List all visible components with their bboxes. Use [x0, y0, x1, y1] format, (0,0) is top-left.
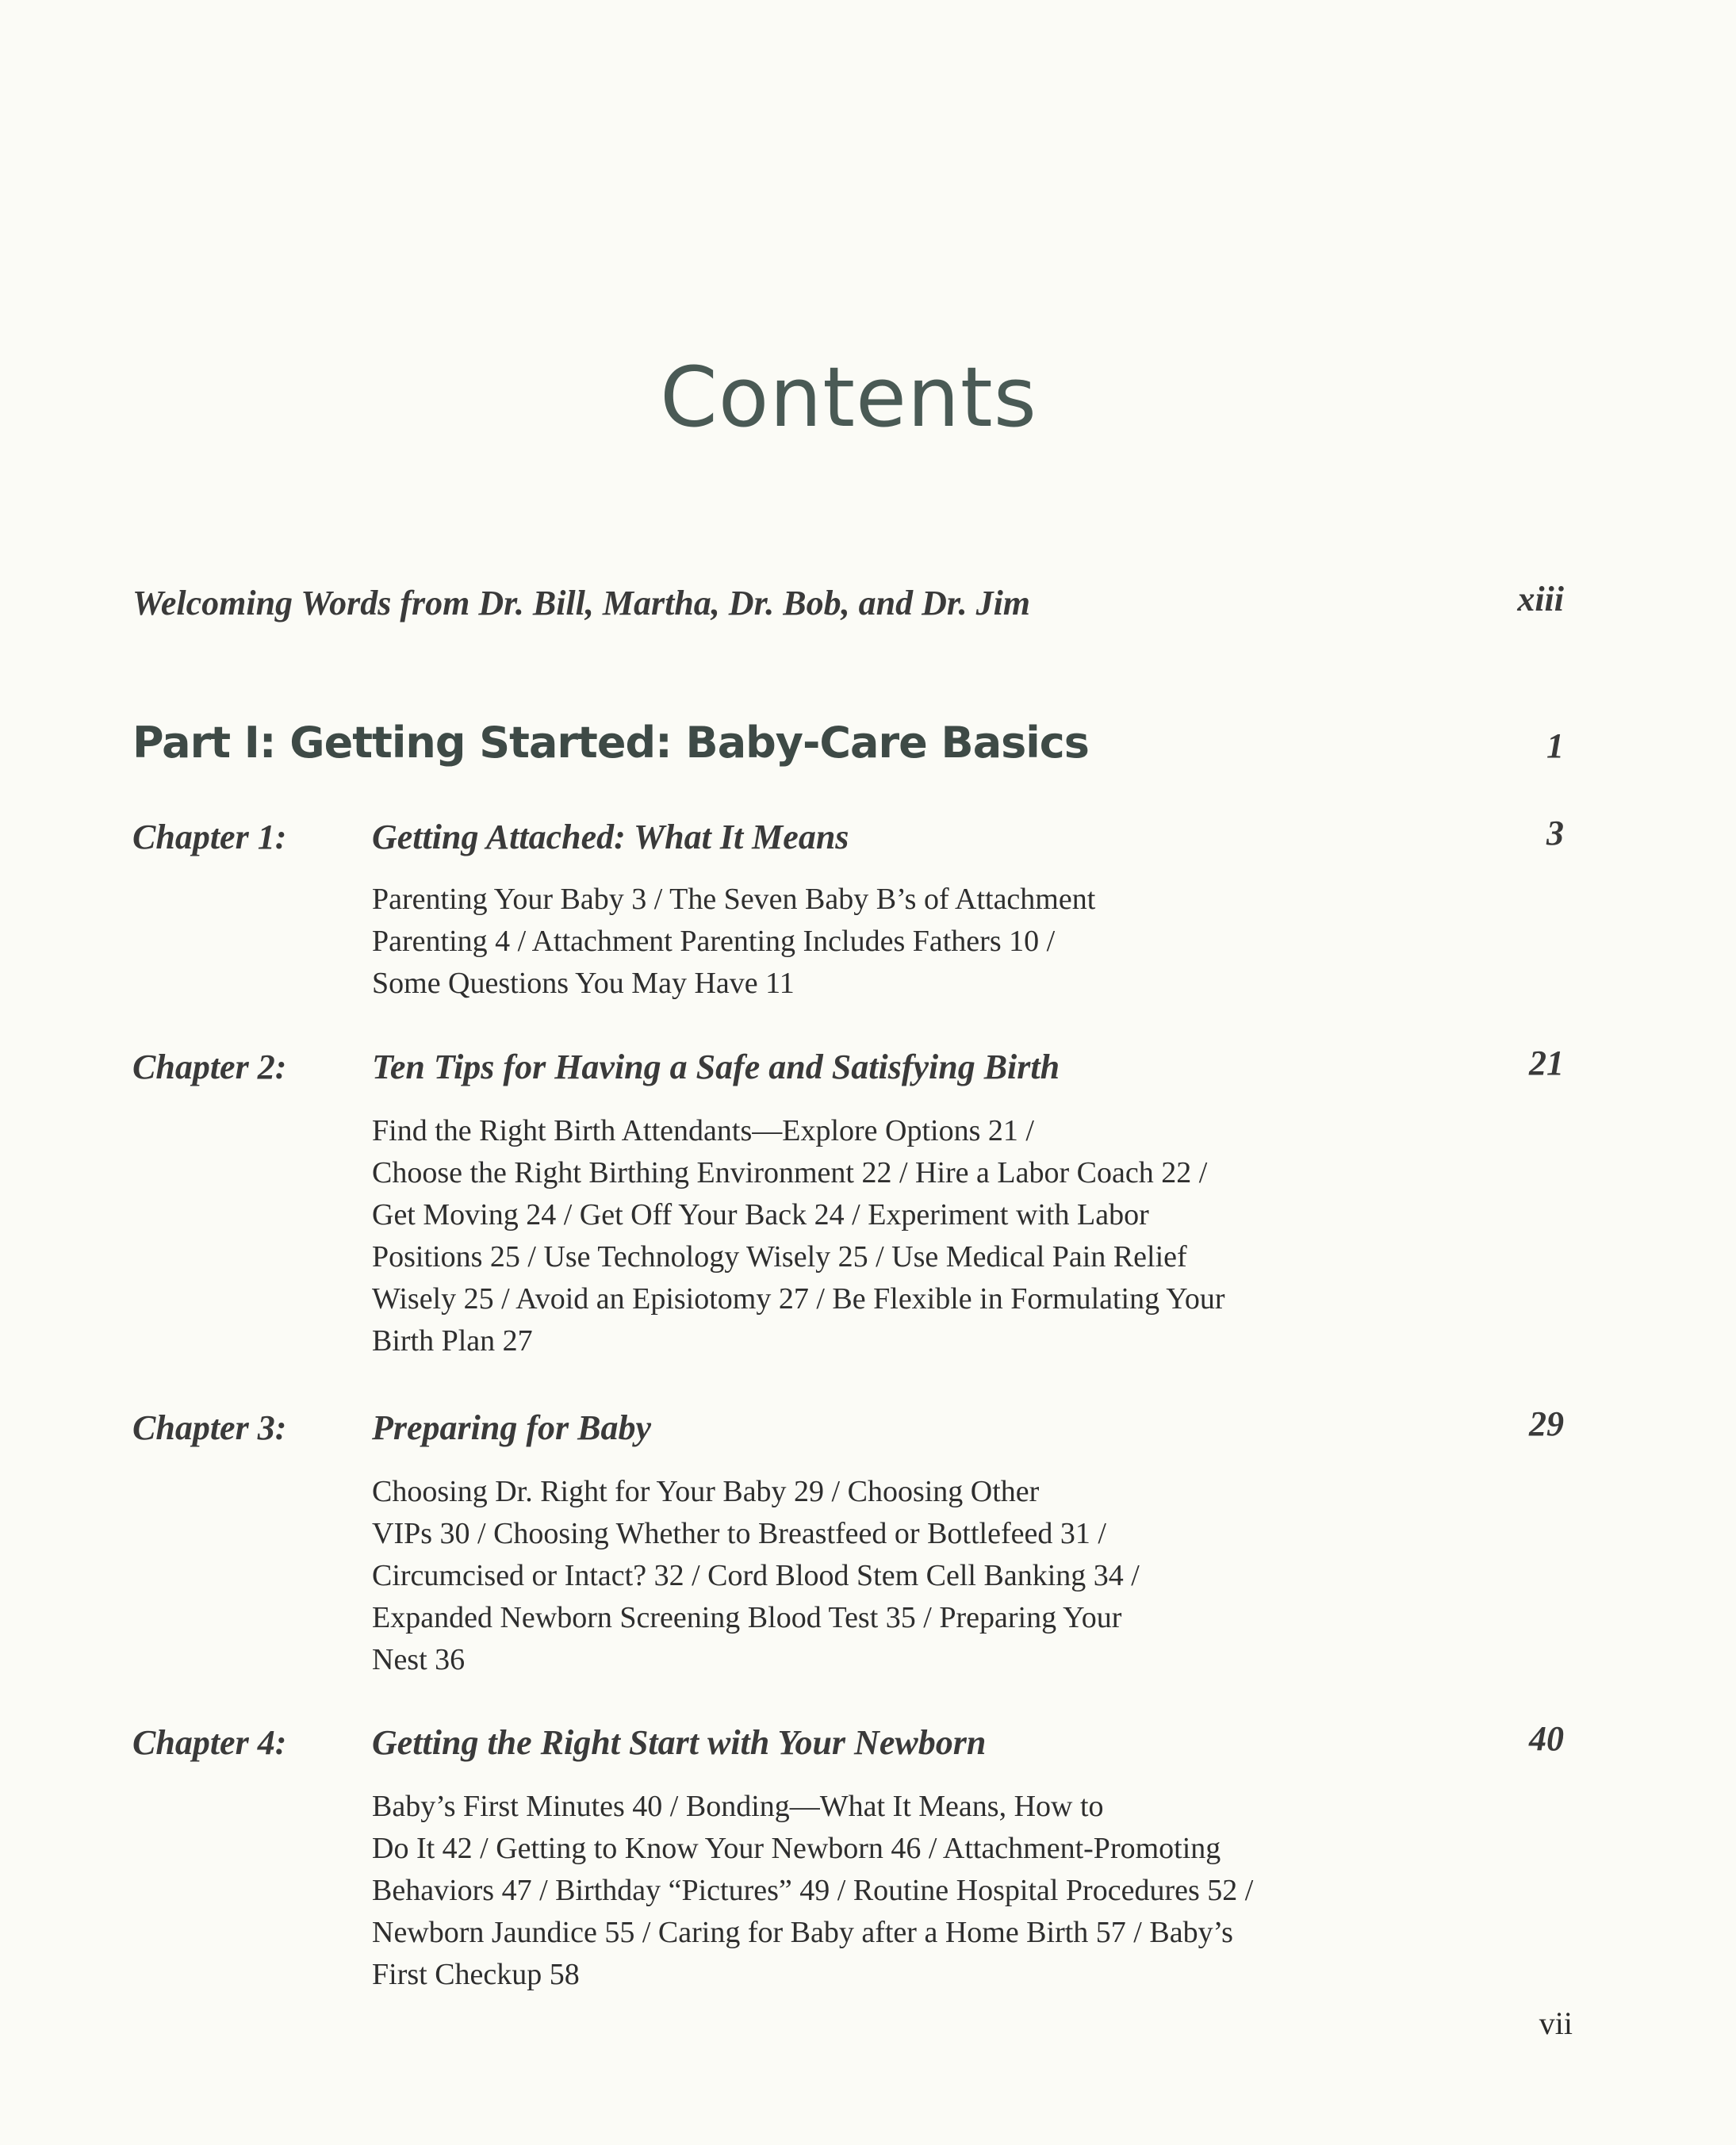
- section-line: Find the Right Birth Attendants—Explore Options 21 /: [372, 1114, 1034, 1147]
- section-line: Some Questions You May Have 11: [372, 967, 795, 1000]
- welcome-page: xiii: [1517, 580, 1564, 619]
- chapter-page: 40: [1529, 1719, 1564, 1758]
- section-line: Parenting Your Baby 3 / The Seven Baby B’s of Attachment: [372, 883, 1096, 916]
- chapter-title: Preparing for Baby: [372, 1408, 651, 1447]
- chapter-sections: [372, 1786, 1253, 1996]
- part-heading: Part I: Getting Started: Baby-Care Basics: [132, 718, 1089, 768]
- section-line: Wisely 25 / Avoid an Episiotomy 27 / Be Flexible in Formulating Your: [372, 1282, 1225, 1316]
- part-page: 1: [1546, 726, 1564, 765]
- chapter-page: 3: [1546, 814, 1564, 852]
- section-line: Get Moving 24 / Get Off Your Back 24 / Experiment with Labor: [372, 1198, 1149, 1231]
- section-line: Circumcised or Intact? 32 / Cord Blood Stem Cell Banking 34 /: [372, 1559, 1140, 1592]
- chapter-title: Getting the Right Start with Your Newborn: [372, 1723, 987, 1762]
- chapter-title: Ten Tips for Having a Safe and Satisfying Birth: [372, 1048, 1060, 1086]
- section-line: Choose the Right Birthing Environment 22 / Hire a Labor Coach 22 /: [372, 1156, 1208, 1189]
- section-line: VIPs 30 / Choosing Whether to Breastfeed or Bottlefeed 31 /: [372, 1517, 1106, 1550]
- chapter-label: Chapter 2:: [132, 1048, 287, 1086]
- section-line: Behaviors 47 / Birthday “Pictures” 49 / Routine Hospital Procedures 52 /: [372, 1874, 1254, 1907]
- section-line: Positions 25 / Use Technology Wisely 25 / Use Medical Pain Relief: [372, 1240, 1187, 1274]
- chapter-sections: [372, 1471, 1140, 1681]
- section-line: Choosing Dr. Right for Your Baby 29 / Choosing Other: [372, 1475, 1040, 1508]
- chapter-label: Chapter 4:: [132, 1723, 287, 1762]
- section-line: Newborn Jaundice 55 / Caring for Baby after a Home Birth 57 / Baby’s: [372, 1916, 1233, 1949]
- section-line: Do It 42 / Getting to Know Your Newborn 46 / Attachment-Promoting: [372, 1832, 1221, 1865]
- section-line: Nest 36: [372, 1643, 466, 1676]
- page-title: Contents: [660, 349, 1037, 446]
- section-line: Baby’s First Minutes 40 / Bonding—What It Means, How to: [372, 1790, 1104, 1823]
- section-line: Expanded Newborn Screening Blood Test 35 / Preparing Your: [372, 1601, 1122, 1634]
- chapter-title: Getting Attached: What It Means: [372, 818, 849, 856]
- chapter-sections: [372, 879, 1095, 1005]
- page-number: vii: [1539, 2005, 1573, 2041]
- welcome-entry: Welcoming Words from Dr. Bill, Martha, Dr. Bob, and Dr. Jim: [132, 584, 1031, 622]
- section-line: First Checkup 58: [372, 1958, 580, 1991]
- chapter-page: 29: [1529, 1404, 1564, 1443]
- section-line: Parenting 4 / Attachment Parenting Includes Fathers 10 /: [372, 925, 1056, 958]
- chapter-label: Chapter 1:: [132, 818, 287, 856]
- chapter-sections: [372, 1110, 1225, 1362]
- chapter-label: Chapter 3:: [132, 1408, 287, 1447]
- chapter-page: 21: [1529, 1044, 1564, 1082]
- section-line: Birth Plan 27: [372, 1324, 533, 1358]
